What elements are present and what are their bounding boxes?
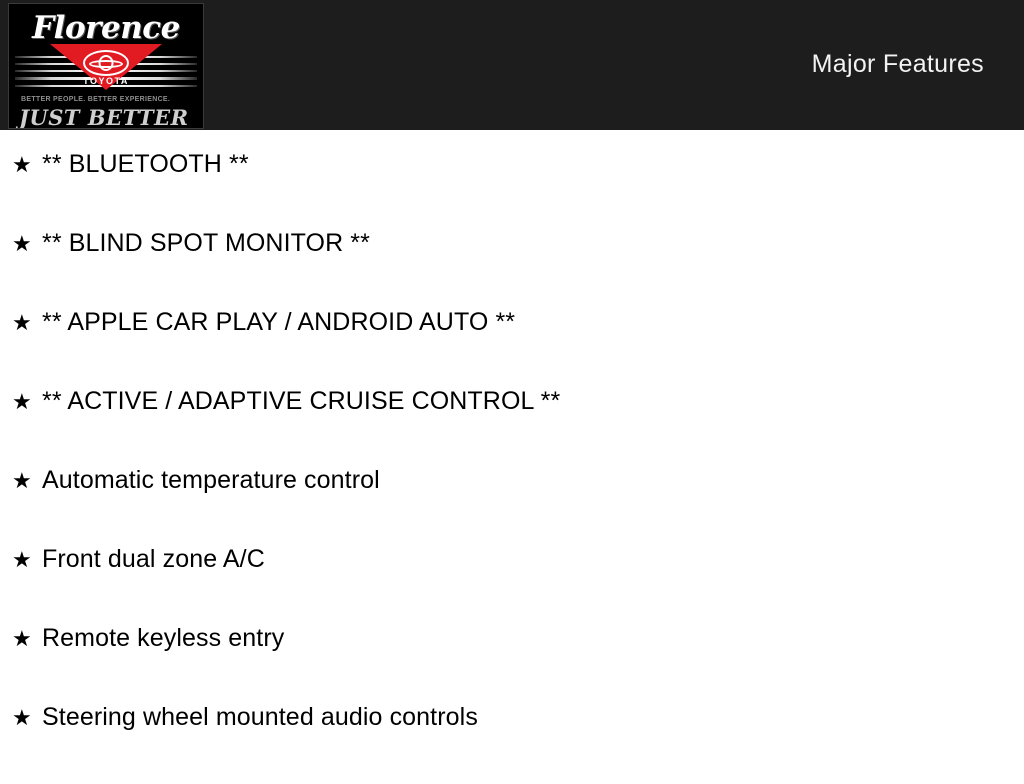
star-icon: ★ bbox=[12, 389, 32, 414]
feature-label: Remote keyless entry bbox=[42, 624, 285, 652]
dealer-tagline: BETTER PEOPLE. BETTER EXPERIENCE. bbox=[21, 96, 171, 103]
feature-label: Automatic temperature control bbox=[42, 466, 380, 494]
list-item bbox=[0, 705, 1024, 784]
star-icon: ★ bbox=[12, 468, 32, 493]
star-icon: ★ bbox=[12, 231, 32, 256]
star-icon: ★ bbox=[12, 705, 32, 730]
toyota-ellipse-icon bbox=[83, 50, 129, 76]
feature-label: ** BLIND SPOT MONITOR ** bbox=[42, 229, 370, 257]
star-icon: ★ bbox=[12, 152, 32, 177]
star-icon: ★ bbox=[12, 626, 32, 651]
feature-label: ** ACTIVE / ADAPTIVE CRUISE CONTROL ** bbox=[42, 387, 561, 415]
page-title: Major Features bbox=[811, 50, 984, 78]
list-item bbox=[0, 389, 1024, 468]
list-item bbox=[0, 626, 1024, 705]
dealer-logo[interactable] bbox=[8, 3, 204, 129]
feature-label: Front dual zone A/C bbox=[42, 545, 265, 573]
list-item bbox=[0, 231, 1024, 310]
list-item bbox=[0, 468, 1024, 547]
star-icon: ★ bbox=[12, 310, 32, 335]
list-item bbox=[0, 310, 1024, 389]
page-header bbox=[0, 0, 1024, 130]
feature-label: ** APPLE CAR PLAY / ANDROID AUTO ** bbox=[42, 308, 516, 336]
list-item bbox=[0, 547, 1024, 626]
toyota-wordmark: TOYOTA bbox=[83, 76, 129, 86]
feature-label: ** BLUETOOTH ** bbox=[42, 150, 249, 178]
list-item bbox=[0, 152, 1024, 231]
features-list bbox=[0, 130, 1024, 784]
feature-label: Steering wheel mounted audio controls bbox=[42, 703, 478, 731]
dealer-slogan: JUST BETTER bbox=[19, 105, 189, 129]
dealer-name-script: Florence bbox=[32, 10, 180, 46]
star-icon: ★ bbox=[12, 547, 32, 572]
